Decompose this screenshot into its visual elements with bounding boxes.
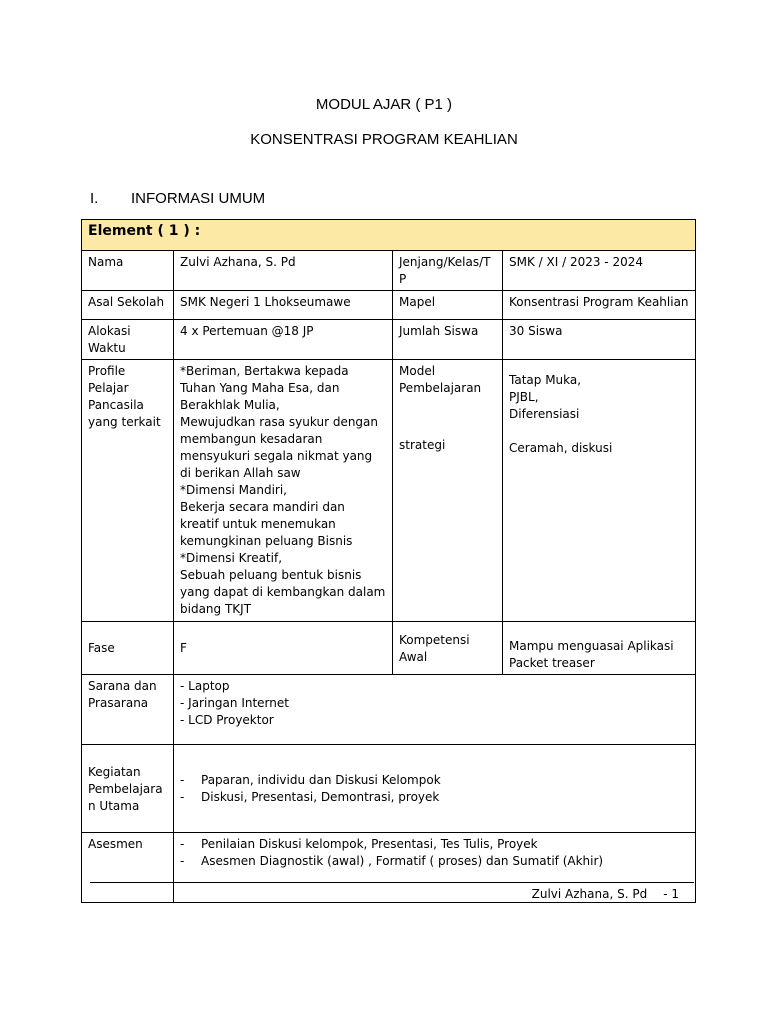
model-strategi-values — [503, 360, 696, 622]
alokasi-value: 4 x Pertemuan @18 JP — [174, 320, 393, 360]
table-row — [82, 291, 696, 320]
document-subtitle: KONSENTRASI PROGRAM KEAHLIAN — [250, 131, 518, 148]
asesmen-label: Asesmen — [82, 833, 174, 903]
profile-line: Bekerja secara mandiri dan kreatif untuk menemukan — [180, 500, 345, 531]
table-row — [82, 675, 696, 745]
list-item: - Diskusi, Presentasi, Demontrasi, proyek — [180, 789, 689, 806]
profile-line: Mewujudkan rasa syukur dengan membangun kesadaran mensyukuri segala nikmat yang di berikan Allah saw — [180, 415, 379, 480]
table-row — [82, 360, 696, 622]
info-table — [81, 219, 696, 903]
jumlah-value: 30 Siswa — [503, 320, 696, 360]
kegiatan-label: Kegiatan Pembelajaran Utama — [82, 745, 174, 833]
jenjang-value: SMK / XI / 2023 - 2024 — [503, 251, 696, 291]
list-item: - Asesmen Diagnostik (awal) , Formatif ( proses) dan Sumatif (Akhir) — [180, 853, 689, 870]
fase-label: Fase — [82, 622, 174, 675]
list-item: - Paparan, individu dan Diskusi Kelompok — [180, 772, 689, 789]
kegiatan-list — [174, 745, 696, 833]
footer-author: Zulvi Azhana, S. Pd — [531, 887, 648, 901]
sarana-label: Sarana dan Prasarana — [82, 675, 174, 745]
profile-line: *Dimensi Mandiri, — [180, 483, 287, 497]
profile-line: Sebuah peluang bentuk bisnis yang dapat di kembangkan dalam bidang TKJT — [180, 568, 386, 616]
alokasi-label: Alokasi Waktu — [82, 320, 174, 360]
model-value: Diferensiasi — [509, 407, 580, 421]
table-row — [82, 320, 696, 360]
section-number: I. — [90, 190, 99, 207]
mapel-label: Mapel — [393, 291, 503, 320]
asal-value: SMK Negeri 1 Lhokseumawe — [174, 291, 393, 320]
list-item: - Penilaian Diskusi kelompok, Presentasi, Tes Tulis, Proyek — [180, 836, 689, 853]
profile-line: kemungkinan peluang Bisnis — [180, 534, 353, 548]
table-row — [82, 745, 696, 833]
model-label: Model Pembelajaran — [399, 364, 482, 395]
footer-divider — [90, 882, 694, 883]
profile-label: Profile Pelajar Pancasila yang terkait — [82, 360, 174, 622]
table-row — [82, 251, 696, 291]
jumlah-label: Jumlah Siswa — [393, 320, 503, 360]
strategi-label: strategi — [399, 438, 446, 452]
element-row — [82, 220, 696, 251]
mapel-value: Konsentrasi Program Keahlian — [503, 291, 696, 320]
nama-label: Nama — [82, 251, 174, 291]
table-row — [82, 622, 696, 675]
profile-line: *Beriman, Bertakwa kepada Tuhan Yang Maha Esa, dan Berakhlak Mulia, — [180, 364, 349, 412]
asal-label: Asal Sekolah — [82, 291, 174, 320]
model-value: PJBL, — [509, 390, 539, 404]
section-heading — [90, 190, 265, 207]
fase-value: F — [174, 622, 393, 675]
list-item: - LCD Proyektor — [180, 712, 689, 729]
profile-value — [174, 360, 393, 622]
nama-value: Zulvi Azhana, S. Pd — [174, 251, 393, 291]
kompetensi-value: Mampu menguasai Aplikasi Packet treaser — [503, 622, 696, 675]
section-title: INFORMASI UMUM — [131, 190, 266, 207]
element-heading: Element ( 1 ) : — [82, 220, 696, 251]
page-footer — [532, 887, 679, 901]
list-item: - Jaringan Internet — [180, 695, 689, 712]
kompetensi-label: Kompetensi Awal — [393, 622, 503, 675]
model-strategi-labels — [393, 360, 503, 622]
list-item: - Laptop — [180, 678, 689, 695]
document-title: MODUL AJAR ( P1 ) — [315, 96, 453, 113]
sarana-list — [174, 675, 696, 745]
page-number: - 1 — [663, 887, 679, 901]
strategi-value: Ceramah, diskusi — [509, 441, 613, 455]
model-value: Tatap Muka, — [509, 373, 582, 387]
profile-line: *Dimensi Kreatif, — [180, 551, 283, 565]
jenjang-label: Jenjang/Kelas/TP — [393, 251, 503, 291]
